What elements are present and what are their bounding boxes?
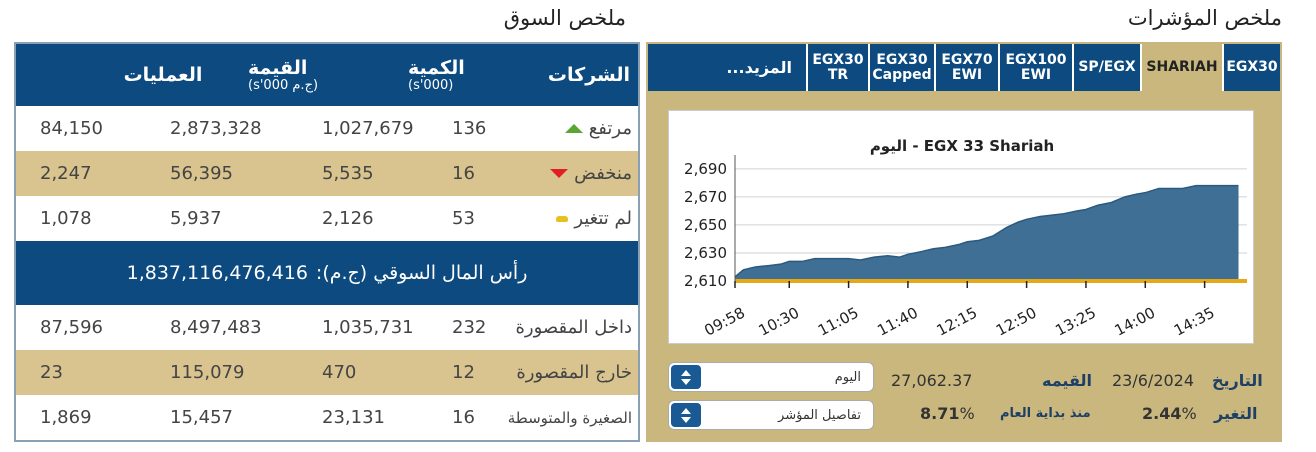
- details-select-value: تفاصيل المؤشر: [778, 407, 861, 423]
- details-select[interactable]: [668, 400, 874, 430]
- table-row-segment: [16, 350, 638, 395]
- period-select[interactable]: [668, 362, 874, 392]
- row-name: خارج المقصورة: [516, 362, 632, 383]
- x-tick-label: 10:30: [755, 303, 803, 340]
- row-value: 115,079: [170, 362, 245, 383]
- unchanged-icon: [556, 216, 568, 222]
- header-value-label: القيمة: [248, 56, 308, 79]
- y-tick-label: 2,650: [684, 215, 727, 234]
- header-trades-label: العمليات: [123, 64, 203, 86]
- market-cap-label: رأس المال السوقي (ج.م):: [315, 262, 528, 284]
- ytd-value: 8.71: [920, 404, 960, 423]
- x-tick-label: 14:00: [1111, 303, 1159, 340]
- row-trades: 23: [40, 362, 63, 383]
- tab-egx30-tr[interactable]: EGX30 TR: [806, 44, 868, 91]
- header-trades: [98, 44, 228, 106]
- row-volume: 470: [322, 362, 357, 383]
- tab-shariah[interactable]: SHARIAH: [1140, 44, 1222, 91]
- index-tabs: [648, 44, 1280, 91]
- row-trades: 84,150: [40, 118, 103, 139]
- row-label: منخفض: [574, 163, 632, 184]
- header-volume: [388, 44, 538, 106]
- table-row-segment: [16, 305, 638, 350]
- header-volume-unit: (s'000): [408, 77, 454, 93]
- market-table-header: [16, 44, 638, 106]
- date-value: 23/6/2024: [1112, 371, 1195, 390]
- y-tick-label: 2,610: [684, 272, 727, 290]
- y-tick-label: 2,670: [684, 187, 727, 206]
- row-trades: 1,078: [40, 208, 92, 229]
- row-label: لم تتغير: [574, 208, 632, 229]
- index-chart: [668, 110, 1254, 344]
- x-tick-label: 13:25: [1052, 303, 1099, 340]
- chart-plot: [669, 111, 1255, 345]
- row-trades: 87,596: [40, 317, 103, 338]
- row-value: 15,457: [170, 407, 233, 428]
- table-row-up: [16, 106, 638, 151]
- header-value-unit: (ج.م s'000): [248, 77, 319, 93]
- row-companies: 12: [452, 362, 475, 383]
- row-companies: 232: [452, 317, 487, 338]
- x-tick-label: 09:58: [701, 303, 748, 340]
- y-tick-label: 2,690: [684, 159, 727, 178]
- row-name: الصغيرة والمتوسطة: [507, 408, 632, 427]
- row-value: 2,873,328: [170, 118, 262, 139]
- market-summary-heading: ملخص السوق: [503, 6, 626, 30]
- header-companies-label: الشركات: [547, 64, 630, 86]
- period-select-value: اليوم: [834, 369, 861, 385]
- row-label: مرتفع: [588, 118, 632, 139]
- table-row-segment: [16, 395, 638, 440]
- table-row-down: [16, 151, 638, 196]
- row-value: 56,395: [170, 163, 233, 184]
- x-tick-label: 12:15: [933, 303, 981, 340]
- row-companies: 53: [452, 208, 475, 229]
- x-tick-label: 11:05: [814, 303, 862, 340]
- row-name: [506, 118, 638, 139]
- ytd-percent: %: [959, 404, 975, 423]
- row-name: [506, 208, 638, 229]
- row-companies: 16: [452, 163, 475, 184]
- table-row-unchanged: [16, 196, 638, 241]
- row-name: داخل المقصورة: [515, 317, 632, 338]
- tab-egx70-ewi[interactable]: EGX70 EWI: [934, 44, 998, 91]
- row-trades: 2,247: [40, 163, 92, 184]
- x-tick-label: 14:35: [1170, 303, 1218, 340]
- date-label: التاريخ: [1212, 371, 1263, 390]
- change-percent: %: [1181, 404, 1197, 423]
- down-arrow-icon: [550, 169, 568, 178]
- market-summary-table: [14, 42, 640, 442]
- details-spinner-icon[interactable]: [671, 403, 701, 427]
- series-area: [735, 186, 1239, 281]
- market-cap-row: [16, 241, 638, 305]
- header-companies: [538, 44, 638, 106]
- period-spinner-icon[interactable]: [671, 365, 701, 389]
- row-value: 8,497,483: [170, 317, 262, 338]
- ytd-value-box: [920, 404, 975, 423]
- index-summary-heading: ملخص المؤشرات: [1127, 6, 1282, 30]
- x-tick-label: 11:40: [874, 303, 921, 340]
- row-volume: 5,535: [322, 163, 374, 184]
- up-arrow-icon: [565, 124, 583, 133]
- tab-more[interactable]: المزيد...: [726, 58, 792, 77]
- change-value: 2.44: [1142, 404, 1182, 423]
- value-label: القيمه: [1042, 371, 1092, 390]
- change-label: التغير: [1214, 404, 1258, 423]
- change-value-box: [1142, 404, 1197, 423]
- tab-egx30[interactable]: EGX30: [1222, 44, 1280, 91]
- chart-title-text: EGX 33 Shariah: [923, 137, 1055, 155]
- row-volume: 23,131: [322, 407, 385, 428]
- chart-title-suffix: - اليوم: [869, 137, 919, 155]
- row-trades: 1,869: [40, 407, 92, 428]
- tab-egx30-capped[interactable]: EGX30 Capped: [868, 44, 934, 91]
- row-companies: 136: [452, 118, 487, 139]
- x-tick-label: 12:50: [992, 303, 1040, 340]
- row-name: [506, 163, 638, 184]
- y-tick-label: 2,630: [684, 243, 727, 262]
- row-volume: 1,027,679: [322, 118, 414, 139]
- row-volume: 1,035,731: [322, 317, 414, 338]
- row-companies: 16: [452, 407, 475, 428]
- index-summary-panel: [646, 42, 1282, 442]
- header-value: [228, 44, 388, 106]
- tab-sp-egx[interactable]: SP/EGX: [1072, 44, 1140, 91]
- tab-egx100-ewi[interactable]: EGX100 EWI: [998, 44, 1072, 91]
- index-value: 27,062.37: [891, 371, 973, 390]
- ytd-label: منذ بداية العام: [1000, 406, 1091, 421]
- row-value: 5,937: [170, 208, 222, 229]
- header-volume-label: الكمية: [408, 56, 465, 79]
- market-cap-value: 1,837,116,476,416: [126, 262, 308, 284]
- row-volume: 2,126: [322, 208, 374, 229]
